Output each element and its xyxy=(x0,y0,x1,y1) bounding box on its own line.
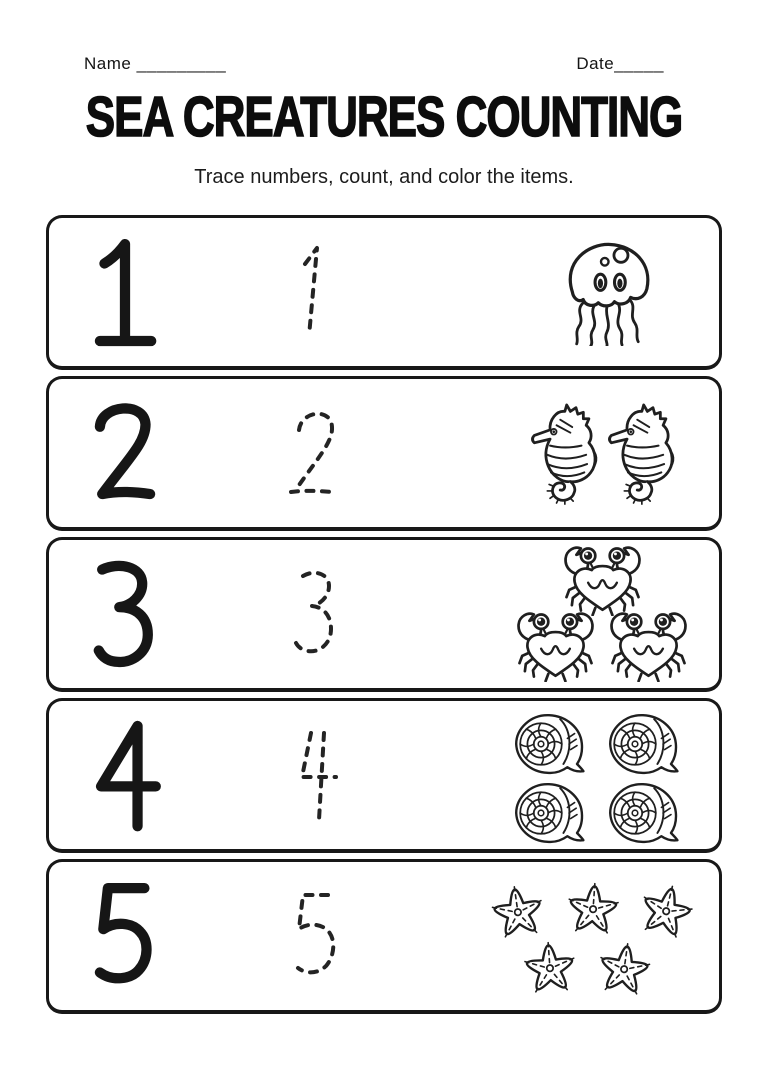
printed-number xyxy=(83,396,167,510)
name-field: Name _________ xyxy=(84,54,227,73)
crab-icon xyxy=(554,544,651,616)
worksheet-row-2 xyxy=(46,376,722,531)
instructions-text: Trace numbers, count, and color the items. xyxy=(194,166,574,188)
printed-number xyxy=(83,879,167,993)
printed-number xyxy=(83,718,167,832)
seahorse-icon xyxy=(526,401,600,505)
printed-number xyxy=(83,235,167,349)
crab-icon xyxy=(600,610,697,682)
worksheet-row-1 xyxy=(46,215,722,370)
seahorse-icon xyxy=(603,401,677,505)
starfish-icon xyxy=(579,925,669,1015)
worksheet-row-4 xyxy=(46,698,722,853)
nautilus-shell-icon xyxy=(505,712,593,776)
date-field: Date_____ xyxy=(576,54,664,73)
trace-number-dashed xyxy=(279,242,353,342)
nautilus-shell-icon xyxy=(599,712,687,776)
nautilus-shell-icon xyxy=(599,781,687,845)
trace-number-dashed xyxy=(279,564,353,664)
worksheet-rows xyxy=(46,215,722,1014)
worksheet-row-3 xyxy=(46,537,722,692)
printed-number xyxy=(83,557,167,671)
trace-number-dashed xyxy=(279,886,353,986)
trace-number-dashed xyxy=(279,725,353,825)
trace-number-dashed xyxy=(279,403,353,503)
worksheet-header xyxy=(0,0,768,74)
worksheet-row-5 xyxy=(46,859,722,1014)
nautilus-shell-icon xyxy=(505,781,593,845)
page-title: SEA CREATURES COUNTING xyxy=(85,86,683,149)
jellyfish-icon xyxy=(554,236,662,348)
crab-icon xyxy=(507,610,604,682)
